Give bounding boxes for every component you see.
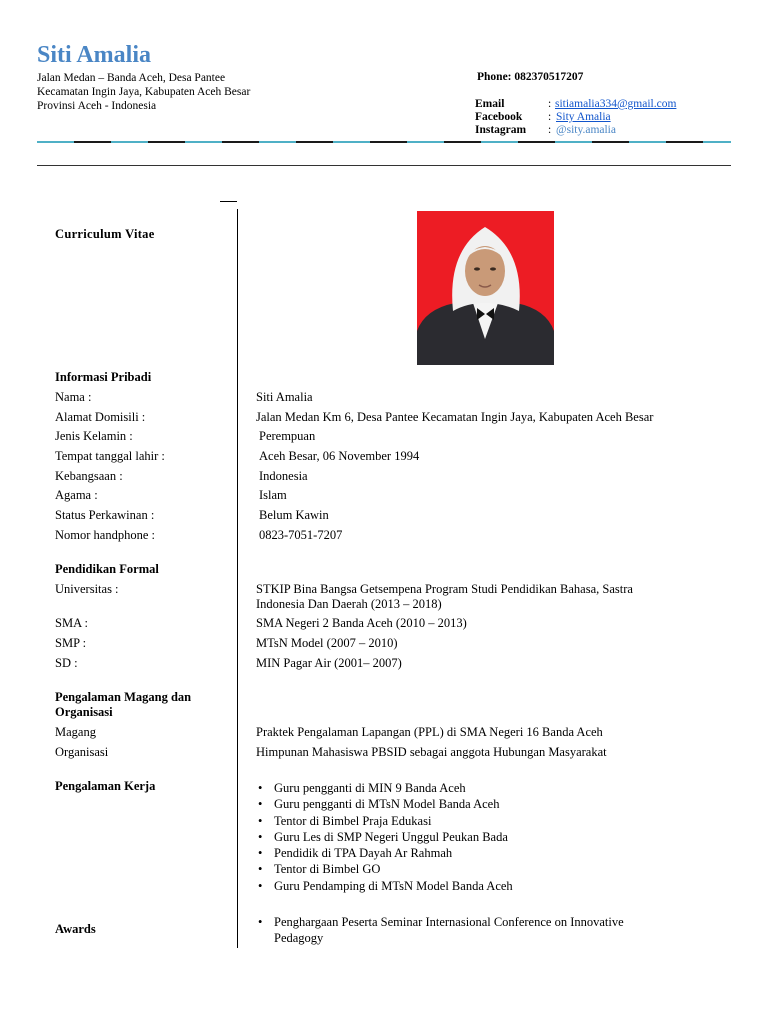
facebook-label: Facebook [475,111,523,123]
personal-value: Perempuan [259,429,316,443]
personal-value: Siti Amalia [256,390,313,404]
phone-number: Phone: 082370517207 [477,71,584,83]
awards-list [256,914,624,947]
personal-label: Kebangsaan : [55,469,123,483]
education-label: SD : [55,656,78,670]
personal-heading: Informasi Pribadi [55,370,152,384]
awards-heading: Awards [55,922,96,936]
personal-label: Agama : [55,488,98,502]
email-label: Email [475,98,505,110]
section-title: Curriculum Vitae [55,227,155,241]
education-label: Universitas : [55,582,119,596]
internship-value: Praktek Pengalaman Lapangan (PPL) di SMA Negeri 16 Banda Aceh [256,725,603,739]
personal-value: Indonesia [259,469,308,483]
award-text: Penghargaan Peserta Seminar Internasional Conference on Innovative [274,915,624,929]
divider-tick [220,201,237,202]
internship-label: Magang [55,725,96,739]
work-list [256,780,513,894]
personal-label: Nomor handphone : [55,528,155,542]
address-line-2: Kecamatan Ingin Jaya, Kabupaten Aceh Besar [37,86,251,98]
list-item: • Tentor di Bimbel GO [256,861,513,877]
personal-label: Nama : [55,390,92,404]
personal-label: Tempat tanggal lahir : [55,449,165,463]
personal-value: 0823-7051-7207 [259,528,343,542]
internship-label: Organisasi [55,745,109,759]
resume-name: Siti Amalia [37,42,152,68]
facebook-link[interactable]: Sity Amalia [556,111,611,123]
education-label: SMA : [55,616,89,630]
address-line-1: Jalan Medan – Banda Aceh, Desa Pantee [37,72,226,84]
internship-value: Himpunan Mahasiswa PBSID sebagai anggota Hubungan Masyarakat [256,745,607,759]
person-portrait-icon [417,211,554,365]
instagram-label: Instagram [475,124,527,136]
vertical-divider [237,209,238,948]
address-line-3: Provinsi Aceh - Indonesia [37,100,157,112]
facebook-separator: : [548,111,552,123]
education-value: STKIP Bina Bangsa Getsempena Program Studi Pendidikan Bahasa, Sastra [256,582,633,596]
list-item: • Guru Les di SMP Negeri Unggul Peukan Bada [256,829,513,845]
email-link[interactable]: sitiamalia334@gmail.com [555,98,677,110]
instagram-separator: : [548,124,552,136]
profile-photo [417,211,554,365]
education-value-continued: Indonesia Dan Daerah (2013 – 2018) [256,597,442,611]
award-text-continued: Pedagogy [274,931,324,946]
personal-value: Belum Kawin [259,508,329,522]
list-item [256,914,624,947]
education-value: SMA Negeri 2 Banda Aceh (2010 – 2013) [256,616,467,630]
education-value: MTsN Model (2007 – 2010) [256,636,398,650]
personal-value: Jalan Medan Km 6, Desa Pantee Kecamatan Ingin Jaya, Kabupaten Aceh Besar [256,410,654,424]
education-value: MIN Pagar Air (2001– 2007) [256,656,402,670]
list-item: • Pendidik di TPA Dayah Ar Rahmah [256,845,513,861]
internship-heading: Pengalaman Magang dan [55,690,192,704]
email-separator: : [548,98,552,110]
horizontal-divider [37,165,731,166]
work-heading: Pengalaman Kerja [55,779,156,793]
list-item: • Guru pengganti di MIN 9 Banda Aceh [256,780,513,796]
list-item: • Tentor di Bimbel Praja Edukasi [256,813,513,829]
personal-label: Alamat Domisili : [55,410,146,424]
personal-value: Islam [259,488,287,502]
personal-label: Status Perkawinan : [55,508,155,522]
personal-value: Aceh Besar, 06 November 1994 [259,449,420,463]
education-heading: Pendidikan Formal [55,562,159,576]
list-item: • Guru pengganti di MTsN Model Banda Aceh [256,796,513,812]
instagram-handle: @sity.amalia [556,124,616,136]
personal-label: Jenis Kelamin : [55,429,133,443]
list-item: • Guru Pendamping di MTsN Model Banda Aceh [256,878,513,894]
internship-heading-line2: Organisasi [55,705,113,719]
education-label: SMP : [55,636,87,650]
